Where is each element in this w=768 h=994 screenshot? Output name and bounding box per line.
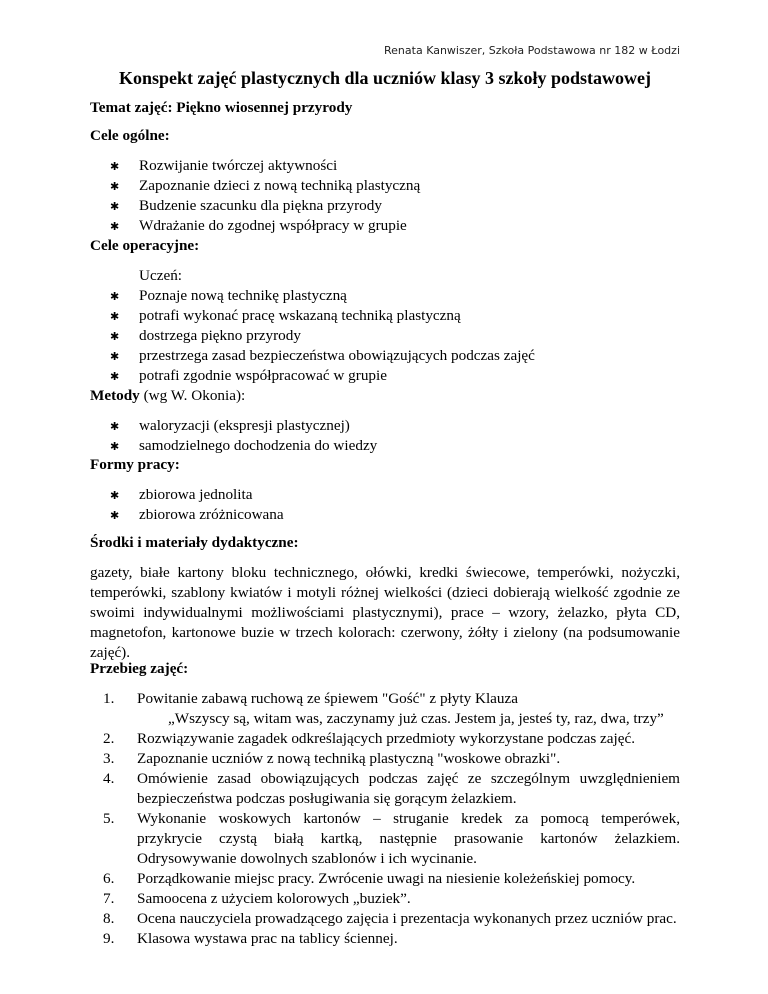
methods-list: [90, 416, 680, 456]
operational-goals-list: [90, 286, 680, 386]
step-item: 5. Wykonanie woskowych kartonów – struganie kredek za pomocą temperówek, przykrycie czystą białą kartką, następnie prasowanie kartonów żelazkiem. Odrysowywanie dowolnych szablonów i ich wycinanie.: [103, 810, 680, 867]
list-item: ✱ zbiorowa jednolita: [90, 485, 680, 505]
forms-list: [90, 485, 680, 525]
course-heading: Przebieg zajęć:: [90, 660, 189, 677]
course-steps-list: [90, 689, 680, 949]
bullet-asterisk-icon: ✱: [110, 160, 120, 173]
list-item: ✱ Poznaje nową technikę plastyczną: [90, 286, 680, 306]
document-title: Konspekt zajęć plastycznych dla uczniów klasy 3 szkoły podstawowej: [118, 68, 652, 88]
forms-heading: Formy pracy:: [90, 456, 180, 473]
general-goals-section: [90, 126, 680, 236]
bullet-asterisk-icon: ✱: [110, 489, 120, 502]
materials-heading: Środki i materiały dydaktyczne:: [90, 534, 299, 551]
bullet-asterisk-icon: ✱: [110, 200, 120, 213]
step-item-quote: „Wszyscy są, witam was, zaczynamy już czas. Jestem ja, jesteś ty, raz, dwa, trzy”: [168, 710, 664, 727]
list-item: ✱ przestrzega zasad bezpieczeństwa obowiązujących podczas zajęć: [90, 346, 680, 366]
list-item: ✱ Rozwijanie twórczej aktywności: [90, 156, 680, 176]
step-item: 3. Zapoznanie uczniów z nową techniką plastyczną "woskowe obrazki".: [103, 750, 561, 767]
step-item: 9. Klasowa wystawa prac na tablicy ściennej.: [103, 930, 398, 947]
materials-text: gazety, białe kartony bloku technicznego, ołówki, kredki świecowe, temperówki, nożyczki, temperówki, szablony kwiatów i motyli różnej wielkości (dzieci dobierają wielkość zgodnie ze swoimi indywidualnymi możliwościami plastycznymi), prace – wzory, żelazko, płyta CD, magnetofon, kartonowe buzie w trzech kolorach: czerwony, żółty i zielony (na podsumowanie zajęć).: [90, 564, 680, 661]
step-item: 4. Omówienie zasad obowiązujących podczas zajęć ze szczególnym uwzględnieniem bezpieczeństwa podczas posługiwania się gorącym żelazkiem.: [103, 770, 680, 807]
bullet-asterisk-icon: ✱: [110, 420, 120, 433]
list-item: ✱ potrafi zgodnie współpracować w grupie: [90, 366, 680, 386]
page-header: Renata Kanwiszer, Szkoła Podstawowa nr 182 w Łodzi: [384, 44, 680, 57]
list-item: ✱ waloryzacji (ekspresji plastycznej): [90, 416, 680, 436]
methods-section: [90, 386, 680, 456]
general-goals-heading: Cele ogólne:: [90, 127, 170, 144]
bullet-asterisk-icon: ✱: [110, 350, 120, 363]
bullet-asterisk-icon: ✱: [110, 310, 120, 323]
list-item: ✱ Wdrażanie do zgodnej współpracy w grupie: [90, 216, 680, 236]
bullet-asterisk-icon: ✱: [110, 440, 120, 453]
bullet-asterisk-icon: ✱: [110, 180, 120, 193]
operational-goals-section: [90, 236, 680, 386]
bullet-asterisk-icon: ✱: [110, 370, 120, 383]
step-item: 6. Porządkowanie miejsc pracy. Zwrócenie uwagi na niesienie koleżeńskiej pomocy.: [103, 870, 636, 887]
list-item: ✱ Zapoznanie dzieci z nową techniką plastyczną: [90, 176, 680, 196]
bullet-asterisk-icon: ✱: [110, 290, 120, 303]
topic-heading: Temat zajęć: Piękno wiosennej przyrody: [90, 99, 353, 116]
course-section: [90, 659, 680, 949]
list-item: ✱ Budzenie szacunku dla piękna przyrody: [90, 196, 680, 216]
methods-subheading: (wg W. Okonia):: [139, 387, 246, 404]
step-item: 8. Ocena nauczyciela prowadzącego zajęcia i prezentacja wykonanych przez uczniów prac.: [103, 910, 677, 927]
methods-heading-line: [90, 386, 680, 406]
step-item: 1. Powitanie zabawą ruchową ze śpiewem "Gość" z płyty Klauza: [103, 690, 518, 707]
bullet-asterisk-icon: ✱: [110, 330, 120, 343]
list-item: ✱ samodzielnego dochodzenia do wiedzy: [90, 436, 680, 456]
list-item: ✱ potrafi wykonać pracę wskazaną techniką plastyczną: [90, 306, 680, 326]
list-item: ✱ dostrzega piękno przyrody: [90, 326, 680, 346]
materials-section: [90, 533, 680, 663]
operational-goals-heading: Cele operacyjne:: [90, 237, 200, 254]
general-goals-list: [90, 156, 680, 236]
step-item: 2. Rozwiązywanie zagadek odkreślających przedmioty wykorzystane podczas zajęć.: [103, 730, 636, 747]
step-item: 7. Samoocena z użyciem kolorowych „buziek”.: [103, 890, 411, 907]
forms-section: [90, 455, 680, 525]
operational-goals-intro: Uczeń:: [139, 267, 183, 284]
methods-heading: Metody: [90, 387, 140, 404]
bullet-asterisk-icon: ✱: [110, 220, 120, 233]
list-item: ✱ zbiorowa zróżnicowana: [90, 505, 680, 525]
bullet-asterisk-icon: ✱: [110, 509, 120, 522]
